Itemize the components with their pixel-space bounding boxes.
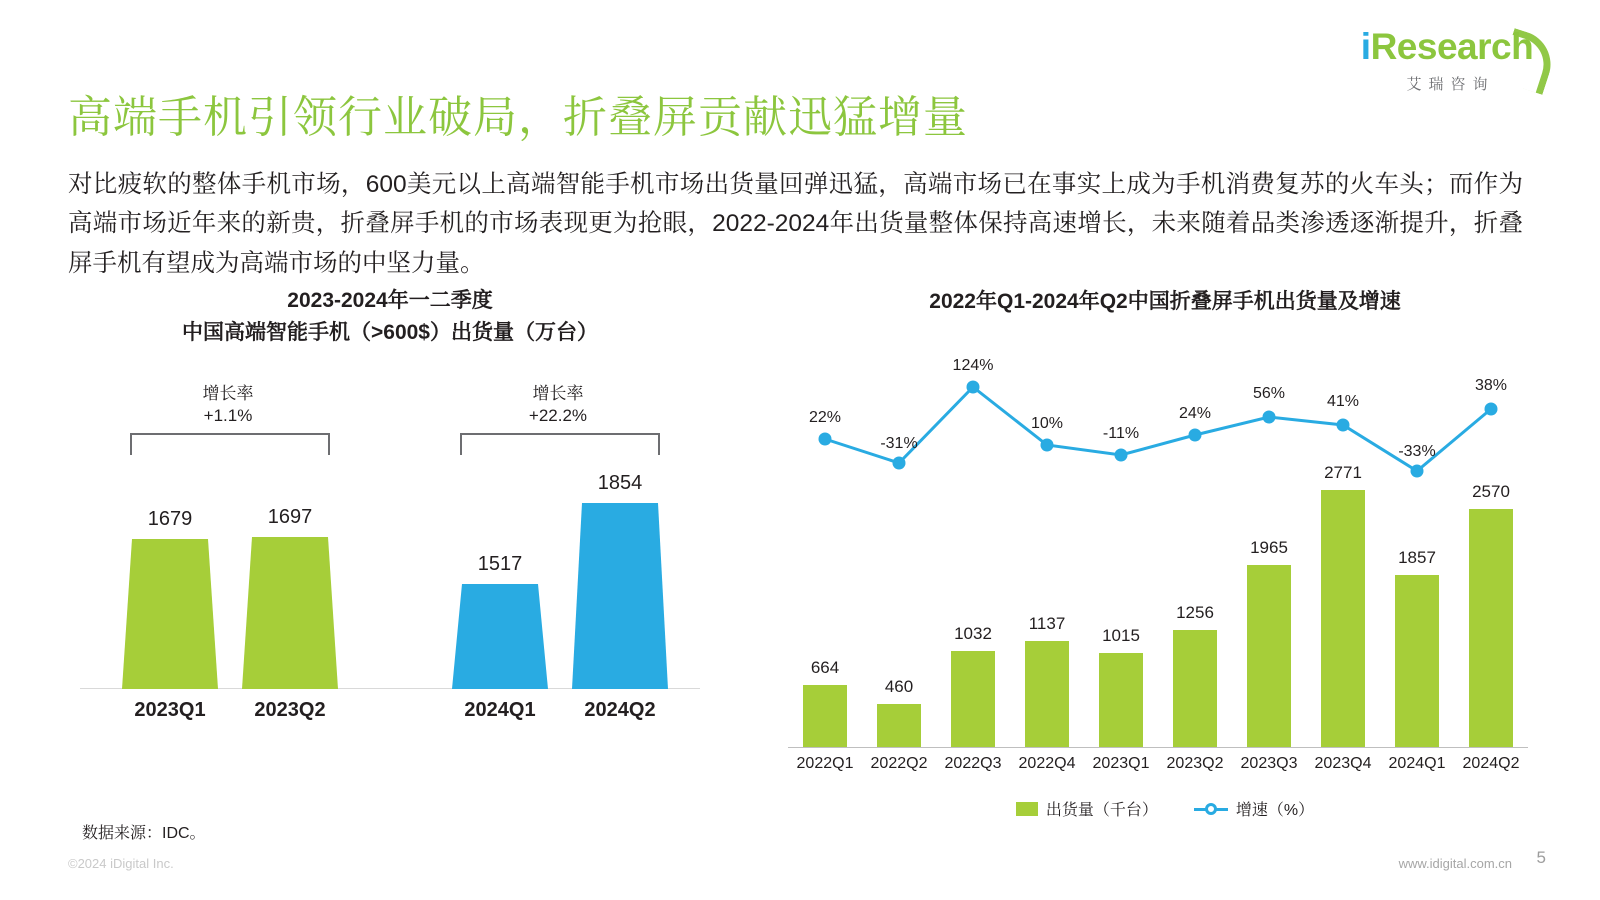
bar-2024q2-shape — [572, 503, 668, 689]
chart-right-plot — [788, 347, 1528, 747]
rbar-2023q3-value: 1965 — [1250, 538, 1288, 557]
bar-group-2023 — [102, 384, 352, 721]
chart-right-legend — [770, 797, 1560, 820]
bar-2024q1-value: 1517 — [477, 553, 523, 575]
rbar-2023q2-value: 1256 — [1176, 603, 1214, 622]
bar-2023q1-shape — [122, 539, 218, 689]
xlabel-2022q4: 2022Q4 — [1018, 755, 1076, 772]
logo-i-letter: i — [1360, 26, 1371, 67]
rbar-2022q1-value: 664 — [810, 658, 840, 677]
legend-bar-swatch-icon — [1016, 802, 1038, 816]
rbar-2024q1-value: 1857 — [1398, 548, 1436, 567]
xlabel-2022q3: 2022Q3 — [944, 755, 1002, 772]
xlabel-2023q1: 2023Q1 — [1092, 755, 1150, 772]
chart-foldable-shipments — [770, 285, 1560, 825]
logo-subtitle: 艾瑞咨询 — [1406, 76, 1495, 93]
bar-2024q2-value: 1854 — [597, 472, 643, 494]
growth-label-2022q3: 124% — [952, 357, 994, 374]
legend-item-shipments[interactable] — [1016, 797, 1158, 820]
legend-item-growth[interactable] — [1194, 797, 1314, 820]
rbar-2022q2-value: 460 — [884, 677, 914, 696]
growth-rate-2024-label: 增长率 — [532, 384, 584, 403]
xlabel-2022q2: 2022Q2 — [870, 755, 928, 772]
legend-shipments-label: 出货量（千台） — [1045, 802, 1158, 819]
data-source: 数据来源：IDC。 — [82, 825, 206, 842]
bar-2024q1-label: 2024Q1 — [464, 699, 536, 721]
bar-2023q1 — [122, 508, 218, 721]
xlabel-2022q1: 2022Q1 — [796, 755, 854, 772]
growth-label-2022q2: -31% — [880, 435, 918, 452]
growth-label-2022q4: 10% — [1030, 415, 1064, 432]
intro-paragraph: 对比疲软的整体手机市场，600美元以上高端智能手机市场出货量回弹迅猛，高端市场已在事实上成为手机消费复苏的火车头；而作为高端市场近年来的新贵，折叠屏手机的市场表现更为抢眼，2022-2024年出货量整体保持高速增长，未来随着品类渗透逐渐提升，折叠屏手机有望成为高端市场的中坚力量。 — [68, 170, 1523, 277]
legend-line-swatch-icon — [1194, 802, 1228, 816]
xlabel-2023q4: 2023Q4 — [1314, 755, 1372, 772]
rbar-2023q4-value: 2771 — [1324, 463, 1362, 482]
xlabel-2024q1: 2024Q1 — [1388, 755, 1446, 772]
xlabel-2023q3: 2023Q3 — [1240, 755, 1298, 772]
growth-bracket-2023 — [130, 433, 330, 455]
page-title: 高端手机引领行业破局，折叠屏贡献迅猛增量 — [68, 93, 968, 143]
growth-label-2023q4: 41% — [1326, 393, 1360, 410]
growth-label-2024q1: -33% — [1398, 443, 1436, 460]
website-url: www.idigital.com.cn — [1398, 856, 1512, 871]
bar-2024q1-shape — [452, 584, 548, 689]
chart-high-end-shipments — [80, 285, 700, 795]
legend-growth-label: 增速（%） — [1235, 802, 1315, 819]
growth-label-2023q2: 24% — [1178, 405, 1212, 422]
growth-label-2023q1: -11% — [1102, 425, 1140, 442]
bar-2023q1-label: 2023Q1 — [134, 699, 206, 721]
bar-2024q1 — [452, 553, 548, 721]
growth-label-2023q3: 56% — [1252, 385, 1286, 402]
bar-2023q2-shape — [242, 537, 338, 689]
chart-right-axis — [788, 747, 1528, 748]
bar-2024q2 — [572, 472, 668, 721]
bar-group-2024 — [432, 384, 682, 721]
chart-right-title: 2022年Q1-2024年Q2中国折叠屏手机出货量及增速 — [929, 290, 1401, 313]
rbar-2022q3-value: 1032 — [954, 624, 992, 643]
rbar-2023q1-value: 1015 — [1102, 626, 1140, 645]
chart-left-plot — [80, 384, 700, 745]
rbar-2022q4-value: 1137 — [1028, 614, 1066, 633]
rbar-2024q2-value: 2570 — [1472, 482, 1510, 501]
growth-rate-2023 — [130, 383, 326, 427]
bar-2023q2-value: 1697 — [267, 506, 313, 528]
growth-rate-2024 — [460, 383, 656, 427]
growth-line-series — [788, 347, 1528, 747]
iresearch-logo — [1352, 28, 1542, 94]
growth-rate-2023-value: +1.1% — [203, 406, 253, 426]
bar-2023q2-label: 2023Q2 — [254, 699, 326, 721]
growth-label-2022q1: 22% — [808, 409, 842, 426]
growth-rate-2024-value: +22.2% — [528, 406, 588, 426]
growth-rate-2023-label: 增长率 — [202, 384, 254, 403]
chart-left-title — [110, 285, 670, 348]
chart-left-title-line1: 2023-2024年一二季度 — [287, 289, 493, 312]
growth-bracket-2024 — [460, 433, 660, 455]
chart-right-x-labels — [788, 755, 1528, 781]
logo-research-text: Research — [1370, 26, 1534, 67]
bar-2023q1-value: 1679 — [147, 508, 193, 530]
copyright: ©2024 iDigital Inc. — [68, 856, 174, 871]
bar-2024q2-label: 2024Q2 — [584, 699, 656, 721]
xlabel-2023q2: 2023Q2 — [1166, 755, 1224, 772]
page-number: 5 — [1536, 848, 1546, 867]
growth-label-2024q2: 38% — [1474, 377, 1508, 394]
xlabel-2024q2: 2024Q2 — [1462, 755, 1520, 772]
chart-left-title-line2: 中国高端智能手机（>600$）出货量（万台） — [182, 320, 598, 344]
bar-2023q2 — [242, 506, 338, 721]
